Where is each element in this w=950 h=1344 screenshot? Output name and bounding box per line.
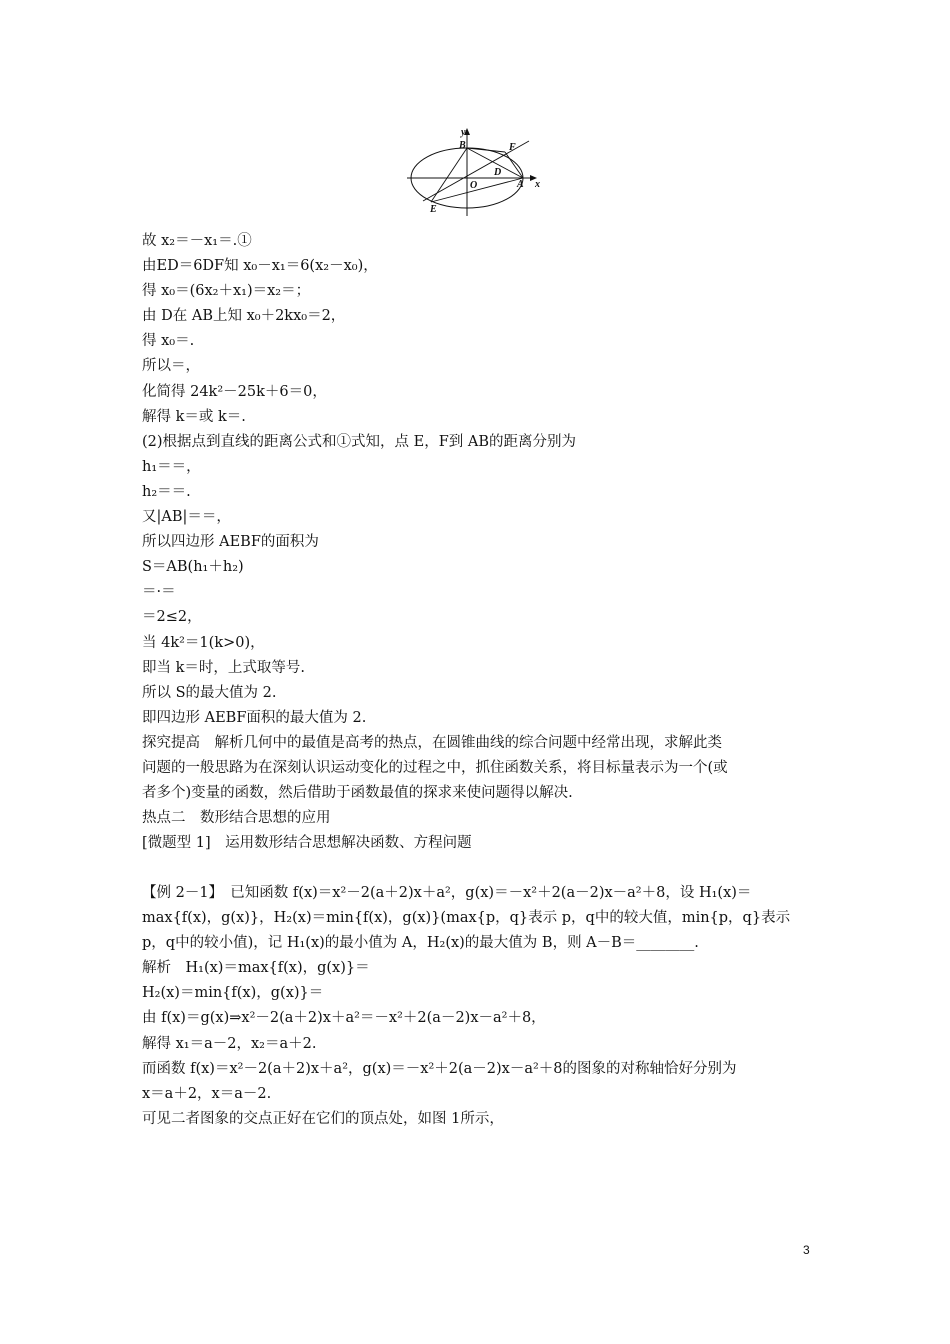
example-line: 解析 H₁(x)＝max{f(x)，g(x)}＝	[142, 960, 370, 977]
solution-line: 所以 S的最大值为 2.	[142, 684, 277, 701]
example-2-1	[142, 881, 814, 1132]
solution-line: h₂＝＝.	[142, 483, 191, 500]
solution-part1	[142, 229, 822, 856]
solution-line: 热点二 数形结合思想的应用	[142, 810, 331, 827]
solution-line: 化简得 24k²－25k＋6＝0，	[142, 383, 327, 400]
solution-line: 解得 k＝或 k＝.	[142, 408, 246, 425]
solution-line: [微题型 1] 运用数形结合思想解决函数、方程问题	[142, 835, 472, 852]
solution-line: 即四边形 AEBF面积的最大值为 2.	[142, 709, 367, 726]
example-line: 可见二者图象的交点正好在它们的顶点处，如图 1所示，	[142, 1110, 504, 1127]
label-E: E	[430, 204, 437, 215]
solution-line: ＝·＝	[142, 584, 176, 601]
label-y: y	[461, 127, 466, 138]
example-line: p，q中的较小值)，记 H₁(x)的最小值为 A，H₂(x)的最大值为 B，则 A－B＝________.	[142, 935, 699, 952]
solution-line: 由 D在 AB上知 x₀＋2kx₀＝2，	[142, 308, 346, 325]
example-line: 而函数 f(x)＝x²－2(a＋2)x＋a²，g(x)＝－x²＋2(a－2)x－a²＋8的图象的对称轴恰好分别为	[142, 1060, 737, 1077]
label-O: O	[470, 180, 478, 191]
solution-line: S＝AB(h₁＋h₂)	[142, 559, 244, 576]
solution-line: 得 x₀＝(6x₂＋x₁)＝x₂＝；	[142, 283, 311, 300]
page-number: 3	[803, 1243, 810, 1257]
solution-line: 即当 k＝时，上式取等号.	[142, 659, 306, 676]
example-line: 【例 2－1】 已知函数 f(x)＝x²－2(a＋2)x＋a²，g(x)＝－x²＋2(a－2)x－a²＋8，设 H₁(x)＝	[142, 885, 752, 901]
solution-line: (2)根据点到直线的距离公式和①式知，点 E，F到 AB的距离分别为	[142, 433, 577, 450]
example-line: H₂(x)＝min{f(x)，g(x)}＝	[142, 985, 324, 1002]
solution-line: 得 x₀＝.	[142, 333, 195, 350]
solution-line: ＝2≤2，	[142, 609, 202, 626]
solution-line: h₁＝＝，	[142, 458, 201, 475]
example-line: 由 f(x)＝g(x)⇒x²－2(a＋2)x＋a²＝－x²＋2(a－2)x－a²＋8，	[142, 1010, 546, 1027]
solution-line: 所以四边形 AEBF的面积为	[142, 534, 319, 551]
label-D: D	[494, 167, 502, 178]
label-B: B	[459, 140, 466, 151]
label-F: F	[509, 142, 516, 153]
solution-line: 问题的一般思路为在深刻认识运动变化的过程之中，抓住函数关系，将目标量表示为一个(或	[142, 759, 728, 776]
solution-line: 又|AB|＝＝，	[142, 509, 231, 526]
example-line: 解得 x₁＝a－2，x₂＝a＋2.	[142, 1035, 317, 1052]
solution-line: 当 4k²＝1(k>0)，	[142, 634, 265, 651]
solution-line: 所以＝，	[142, 358, 200, 375]
example-line: x＝a＋2，x＝a－2.	[142, 1085, 272, 1102]
solution-line: 者多个)变量的函数，然后借助于函数最值的探求来使问题得以解决.	[142, 785, 573, 802]
solution-line: 探究提高 解析几何中的最值是高考的热点，在圆锥曲线的综合问题中经常出现，求解此类	[142, 734, 722, 751]
ellipse-figure	[405, 126, 545, 216]
solution-line: 由ED＝6DF知 x₀－x₁＝6(x₂－x₀)，	[142, 258, 378, 275]
example-line: max{f(x)，g(x)}，H₂(x)＝min{f(x)，g(x)}(max{p，q}表示 p，q中的较大值，min{p，q}表示	[142, 910, 791, 927]
solution-line: 故 x₂＝－x₁＝.①	[142, 233, 252, 249]
label-A: A	[517, 179, 524, 190]
label-x: x	[535, 179, 540, 190]
